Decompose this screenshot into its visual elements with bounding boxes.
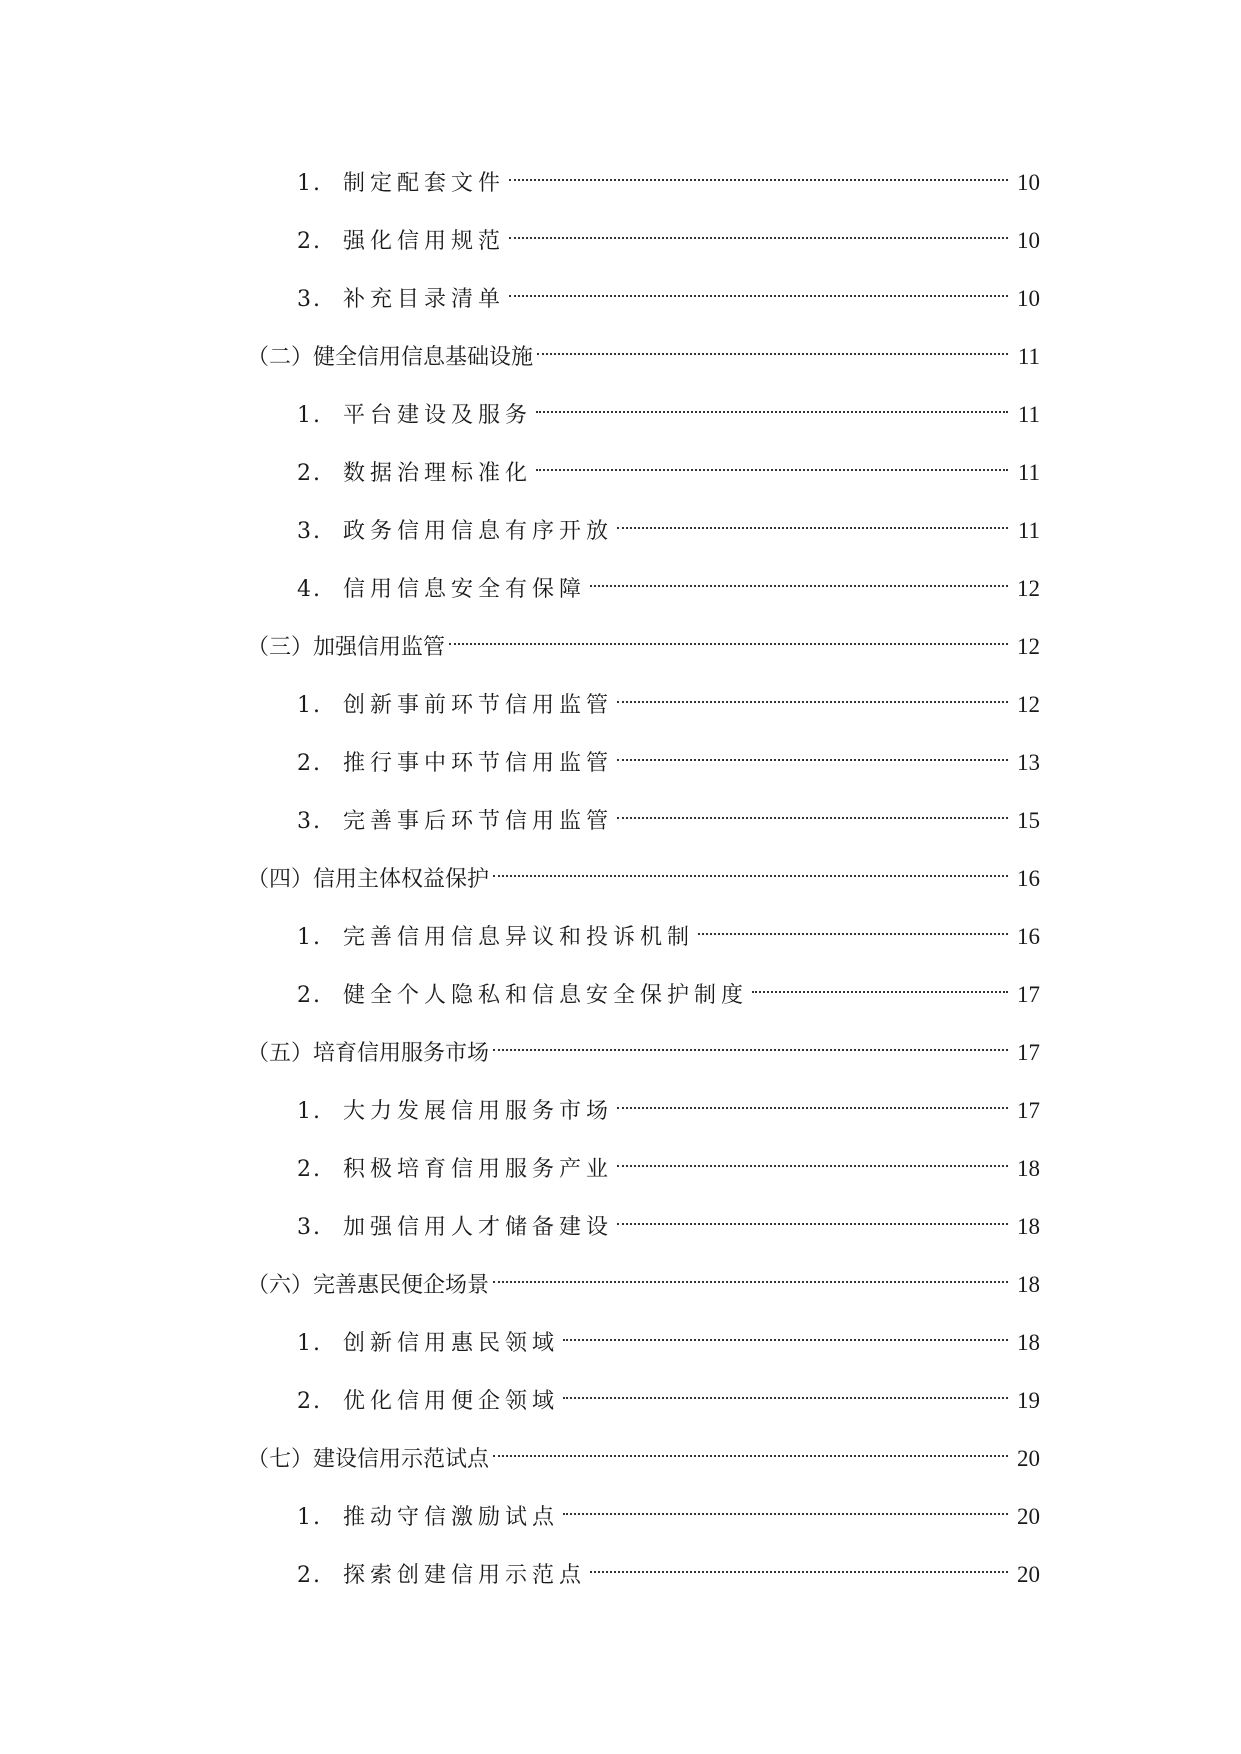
- toc-entry-title: 完善信用信息异议和投诉机制: [343, 925, 695, 950]
- leader-dots: [563, 1368, 1008, 1408]
- toc-entry-page: 20: [1017, 1562, 1040, 1587]
- toc-section-page: 12: [1017, 634, 1040, 659]
- leader-dots: [617, 730, 1008, 770]
- toc-entry-title: 完善事后环节信用监管: [343, 809, 614, 834]
- toc-entry[interactable]: [0, 1194, 1241, 1240]
- leader-dots: [617, 1136, 1008, 1176]
- toc-entry-title: 大力发展信用服务市场: [343, 1099, 614, 1124]
- toc-section-title: （三）加强信用监管: [247, 635, 446, 660]
- toc-entry[interactable]: [0, 1368, 1241, 1414]
- toc-entry-number: 3.: [297, 809, 322, 834]
- toc-entry-page: 19: [1017, 1388, 1040, 1413]
- toc-section-page: 16: [1017, 866, 1040, 891]
- leader-dots: [493, 1426, 1008, 1466]
- toc-entry-page: 13: [1017, 750, 1040, 775]
- leader-dots: [493, 846, 1008, 886]
- toc-entry[interactable]: [0, 672, 1241, 718]
- toc-entry-title: 健全个人隐私和信息安全保护制度: [343, 983, 749, 1008]
- toc-entry-page: 20: [1017, 1504, 1040, 1529]
- toc-entry-page: 17: [1017, 982, 1040, 1007]
- toc-entry[interactable]: [0, 730, 1241, 776]
- leader-dots: [563, 1484, 1008, 1524]
- leader-dots: [536, 382, 1008, 422]
- toc-entry[interactable]: [0, 498, 1241, 544]
- toc-entry-number: 1.: [297, 925, 322, 950]
- toc-entry[interactable]: [0, 962, 1241, 1008]
- toc-entry-page: 11: [1017, 518, 1040, 543]
- toc-entry-number: 3.: [297, 287, 322, 312]
- toc-section[interactable]: [0, 846, 1241, 892]
- toc-entry-number: 1.: [297, 403, 322, 428]
- toc-entry[interactable]: [0, 150, 1241, 196]
- leader-dots: [617, 1078, 1008, 1118]
- toc-section[interactable]: [0, 614, 1241, 660]
- toc-entry[interactable]: [0, 1484, 1241, 1530]
- toc-entry-title: 探索创建信用示范点: [343, 1563, 587, 1588]
- toc-entry[interactable]: [0, 1542, 1241, 1588]
- toc-entry-title: 平台建设及服务: [343, 403, 533, 428]
- toc-section[interactable]: [0, 1020, 1241, 1066]
- toc-entry-number: 1.: [297, 1099, 322, 1124]
- toc-entry-page: 10: [1017, 170, 1040, 195]
- leader-dots: [617, 788, 1008, 828]
- toc-section[interactable]: [0, 1426, 1241, 1472]
- leader-dots: [563, 1310, 1008, 1350]
- leader-dots: [617, 1194, 1008, 1234]
- toc-section-page: 20: [1017, 1446, 1040, 1471]
- leader-dots: [509, 208, 1008, 248]
- toc-entry-title: 创新信用惠民领域: [343, 1331, 560, 1356]
- toc-entry-number: 2.: [297, 751, 322, 776]
- toc-section[interactable]: [0, 324, 1241, 370]
- leader-dots: [752, 962, 1008, 1002]
- toc-entry[interactable]: [0, 1078, 1241, 1124]
- toc-entry[interactable]: [0, 904, 1241, 950]
- toc-entry-number: 4.: [297, 577, 322, 602]
- toc-entry-title: 制定配套文件: [343, 171, 506, 196]
- leader-dots: [617, 498, 1008, 538]
- toc-entry[interactable]: [0, 382, 1241, 428]
- toc-entry-number: 3.: [297, 519, 322, 544]
- toc-entry-title: 补充目录清单: [343, 287, 506, 312]
- toc-entry-page: 18: [1017, 1156, 1040, 1181]
- toc-entry[interactable]: [0, 440, 1241, 486]
- toc-entry-number: 1.: [297, 171, 322, 196]
- leader-dots: [493, 1252, 1008, 1292]
- toc-entry-page: 10: [1017, 286, 1040, 311]
- toc-entry-page: 18: [1017, 1330, 1040, 1355]
- toc-entry-page: 18: [1017, 1214, 1040, 1239]
- leader-dots: [493, 1020, 1008, 1060]
- leader-dots: [617, 672, 1008, 712]
- leader-dots: [537, 324, 1008, 364]
- toc-entry-number: 3.: [297, 1215, 322, 1240]
- toc-section-page: 17: [1017, 1040, 1040, 1065]
- toc-entry-title: 政务信用信息有序开放: [343, 519, 614, 544]
- toc-entry-number: 2.: [297, 1389, 322, 1414]
- toc-entry-page: 11: [1017, 402, 1040, 427]
- toc-entry[interactable]: [0, 788, 1241, 834]
- toc-section-title: （四）信用主体权益保护: [247, 867, 490, 892]
- leader-dots: [536, 440, 1008, 480]
- toc-entry-number: 2.: [297, 461, 322, 486]
- toc-entry-number: 2.: [297, 229, 322, 254]
- toc-section-page: 18: [1017, 1272, 1040, 1297]
- toc-entry-page: 12: [1017, 576, 1040, 601]
- toc-entry-title: 积极培育信用服务产业: [343, 1157, 614, 1182]
- toc-section[interactable]: [0, 1252, 1241, 1298]
- toc-entry-page: 15: [1017, 808, 1040, 833]
- toc-entry-title: 推行事中环节信用监管: [343, 751, 614, 776]
- leader-dots: [590, 1542, 1008, 1582]
- toc-entry[interactable]: [0, 266, 1241, 312]
- toc-entry-number: 1.: [297, 1505, 322, 1530]
- toc-section-title: （二）健全信用信息基础设施: [247, 345, 534, 370]
- toc-entry[interactable]: [0, 1310, 1241, 1356]
- toc-entry-number: 2.: [297, 1563, 322, 1588]
- leader-dots: [449, 614, 1008, 654]
- toc-section-page: 11: [1017, 344, 1040, 369]
- toc-section-title: （五）培育信用服务市场: [247, 1041, 490, 1066]
- toc-section-title: （六）完善惠民便企场景: [247, 1273, 490, 1298]
- toc-entry-page: 10: [1017, 228, 1040, 253]
- toc-entry-page: 16: [1017, 924, 1040, 949]
- toc-entry-page: 17: [1017, 1098, 1040, 1123]
- toc-entry[interactable]: [0, 208, 1241, 254]
- leader-dots: [509, 150, 1008, 190]
- toc-entry-number: 2.: [297, 983, 322, 1008]
- toc-entry-page: 12: [1017, 692, 1040, 717]
- toc-section-title: （七）建设信用示范试点: [247, 1447, 490, 1472]
- toc-entry-title: 优化信用便企领域: [343, 1389, 560, 1414]
- leader-dots: [590, 556, 1008, 596]
- leader-dots: [509, 266, 1008, 306]
- toc-entry-title: 推动守信激励试点: [343, 1505, 560, 1530]
- toc-entry-title: 数据治理标准化: [343, 461, 533, 486]
- toc-entry-number: 1.: [297, 693, 322, 718]
- toc-entry-title: 创新事前环节信用监管: [343, 693, 614, 718]
- leader-dots: [698, 904, 1008, 944]
- toc-entry[interactable]: [0, 1136, 1241, 1182]
- toc-entry-page: 11: [1017, 460, 1040, 485]
- toc-entry-number: 2.: [297, 1157, 322, 1182]
- toc-entry-number: 1.: [297, 1331, 322, 1356]
- toc-entry[interactable]: [0, 556, 1241, 602]
- toc-entry-title: 强化信用规范: [343, 229, 506, 254]
- toc-entry-title: 信用信息安全有保障: [343, 577, 587, 602]
- toc-entry-title: 加强信用人才储备建设: [343, 1215, 614, 1240]
